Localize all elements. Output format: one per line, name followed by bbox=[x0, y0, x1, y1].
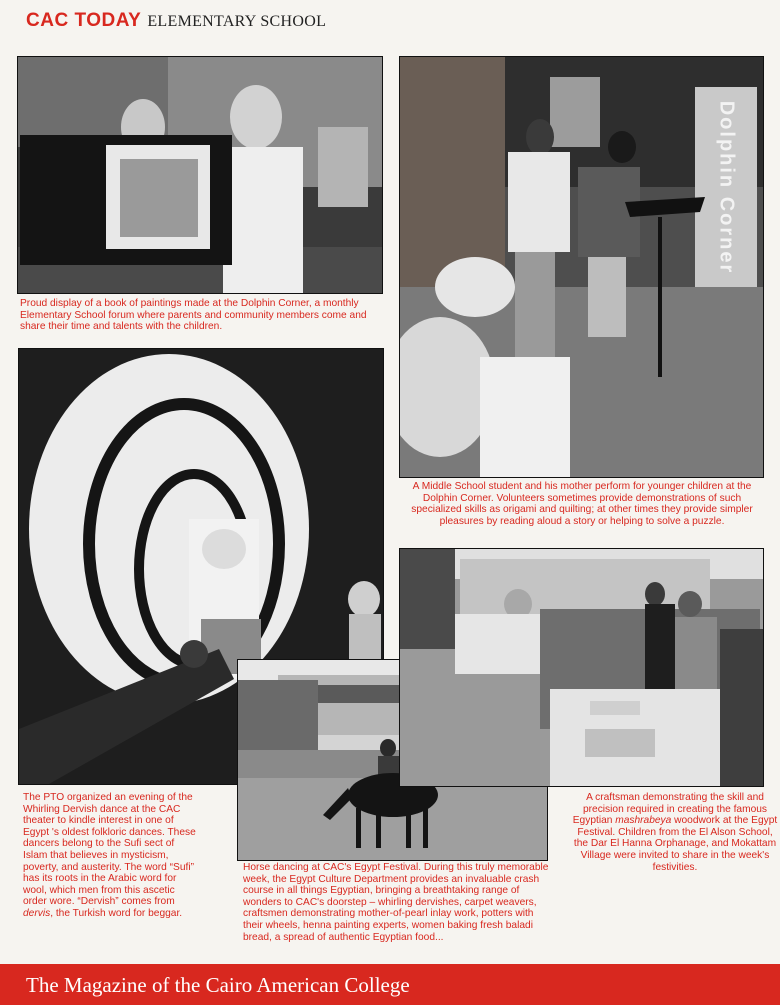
footer-title: The Magazine of the Cairo American College bbox=[26, 973, 410, 997]
photo-children-book bbox=[17, 56, 383, 294]
caption-children-book: Proud display of a book of paintings made at the Dolphin Corner, a monthly Elementary School forum where parents and community members come and share their time and talents with the children. bbox=[20, 298, 367, 333]
caption-craftsman-italic: mashrabeya bbox=[615, 815, 672, 827]
caption-violin-performance: A Middle School student and his mother perform for younger children at the Dolphin Corner. Volunteers sometimes provide demonstrations of such specialized skills as origami and quilting; at other times they provide simpler pleasures by reading aloud a story or helping to solve a puzzle. bbox=[411, 481, 753, 527]
caption-horse-dancing: Horse dancing at CAC's Egypt Festival. During this truly memorable week, the Egypt Culture Department provides an invaluable crash course in all things Egyptian, bringing a breathtaking range of wonders to CAC's doorstep – whirling dervishes, carpet weavers, craftsmen demonstrating mother-of-pearl inlay work, potters with their wheels, henna painting experts, women baking fresh baladi bread, a spread of authentic Egyptian food... bbox=[243, 862, 549, 943]
caption-dervish-italic: dervis bbox=[23, 907, 51, 919]
section-title: ELEMENTARY SCHOOL bbox=[147, 13, 327, 30]
photo-craftsman-demo bbox=[399, 548, 764, 787]
banner-text: Dolphin Corner bbox=[715, 100, 738, 274]
page-footer bbox=[0, 964, 780, 1005]
caption-craftsman bbox=[572, 792, 778, 873]
magazine-brand: CAC TODAY bbox=[26, 10, 142, 31]
caption-whirling-dervish bbox=[23, 792, 199, 920]
caption-dervish-text: The PTO organized an evening of the Whirling Dervish dance at the CAC theater to kindle interest in one of Egypt 's oldest folkloric dances. These dancers belong to the Sufi sect of Islam that believes in mysticism, poverty, and austerity. The word “Sufi” has its roots in the Arabic word for wool, which men from this ascetic order wore. “Dervish” comes from bbox=[23, 792, 196, 908]
caption-dervish-text-end: , the Turkish word for beggar. bbox=[50, 907, 183, 919]
caption-craftsman-text: A craftsman demonstrating the skill and precision required in creating the famous Egyptian bbox=[572, 792, 768, 827]
caption-craftsman-text-end: woodwork at the Egypt Festival. Children from the El Alson School, the Dar El Hanna Orphanage, and Mokattam Village were invited to share in the week's festivities. bbox=[573, 815, 778, 873]
photo-violin-performance bbox=[399, 56, 764, 478]
page-header bbox=[26, 10, 326, 40]
dolphin-corner-banner bbox=[698, 91, 754, 283]
